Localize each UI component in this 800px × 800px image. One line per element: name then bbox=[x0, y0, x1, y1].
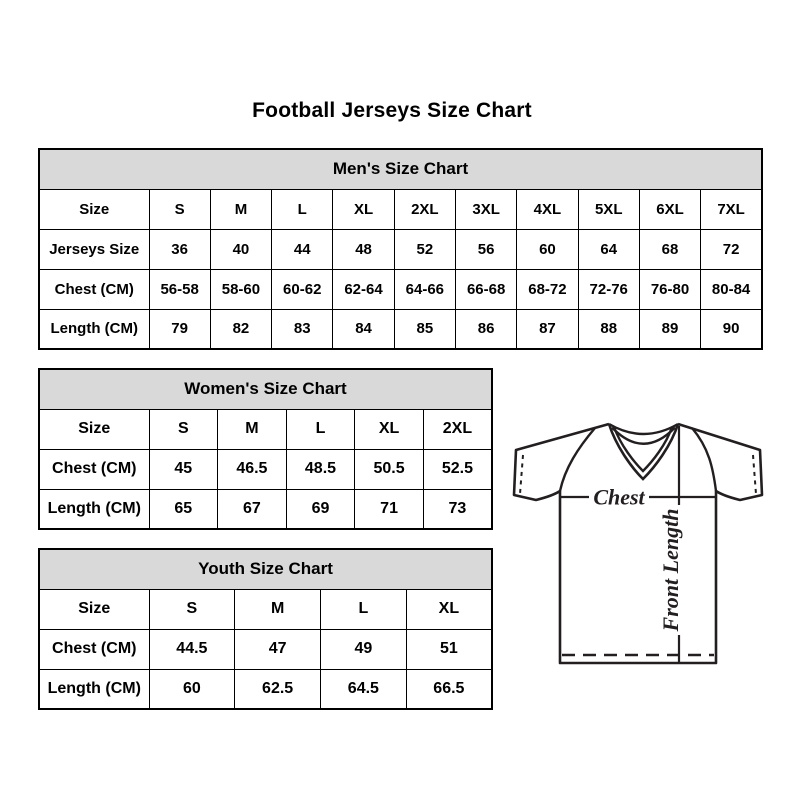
row-label-cell: Size bbox=[39, 189, 149, 229]
row-label-cell: Size bbox=[39, 589, 149, 629]
table-row bbox=[39, 309, 762, 349]
value-cell: 68-72 bbox=[517, 269, 578, 309]
row-label-cell: Chest (CM) bbox=[39, 449, 149, 489]
table-header-row bbox=[39, 149, 762, 189]
value-cell: 6XL bbox=[639, 189, 700, 229]
womens-size-table bbox=[38, 368, 493, 530]
value-cell: 66.5 bbox=[406, 669, 492, 709]
value-cell: 80-84 bbox=[701, 269, 762, 309]
row-label-cell: Length (CM) bbox=[39, 309, 149, 349]
row-label-cell: Jerseys Size bbox=[39, 229, 149, 269]
value-cell: 84 bbox=[333, 309, 394, 349]
table-header-row bbox=[39, 549, 492, 589]
value-cell: 2XL bbox=[394, 189, 455, 229]
value-cell: 68 bbox=[639, 229, 700, 269]
value-cell: 46.5 bbox=[218, 449, 287, 489]
table-row bbox=[39, 229, 762, 269]
value-cell: L bbox=[321, 589, 407, 629]
jersey-illustration bbox=[502, 404, 774, 670]
row-label-cell: Length (CM) bbox=[39, 489, 149, 529]
value-cell: 64.5 bbox=[321, 669, 407, 709]
page-title: Football Jerseys Size Chart bbox=[252, 99, 532, 122]
value-cell: 3XL bbox=[455, 189, 516, 229]
value-cell: 56-58 bbox=[149, 269, 210, 309]
mens-size-table bbox=[38, 148, 763, 350]
value-cell: M bbox=[235, 589, 321, 629]
value-cell: 44 bbox=[272, 229, 333, 269]
value-cell: 86 bbox=[455, 309, 516, 349]
value-cell: M bbox=[210, 189, 271, 229]
table-row bbox=[39, 189, 762, 229]
table-row bbox=[39, 489, 492, 529]
value-cell: 7XL bbox=[701, 189, 762, 229]
value-cell: 40 bbox=[210, 229, 271, 269]
value-cell: 72-76 bbox=[578, 269, 639, 309]
value-cell: 73 bbox=[423, 489, 492, 529]
value-cell: 60 bbox=[149, 669, 235, 709]
value-cell: S bbox=[149, 189, 210, 229]
table-row bbox=[39, 269, 762, 309]
value-cell: 76-80 bbox=[639, 269, 700, 309]
womens-table-title: Women's Size Chart bbox=[39, 369, 492, 409]
value-cell: 66-68 bbox=[455, 269, 516, 309]
value-cell: S bbox=[149, 409, 218, 449]
value-cell: 62-64 bbox=[333, 269, 394, 309]
jersey-outline bbox=[514, 424, 762, 663]
youth-size-table bbox=[38, 548, 493, 710]
table-row bbox=[39, 449, 492, 489]
jersey-right-armhole-seam bbox=[692, 428, 716, 491]
front-length-label: Front Length bbox=[658, 508, 683, 632]
value-cell: 72 bbox=[701, 229, 762, 269]
value-cell: L bbox=[286, 409, 355, 449]
value-cell: 50.5 bbox=[355, 449, 424, 489]
value-cell: 48 bbox=[333, 229, 394, 269]
row-label-cell: Length (CM) bbox=[39, 669, 149, 709]
value-cell: 89 bbox=[639, 309, 700, 349]
value-cell: 82 bbox=[210, 309, 271, 349]
table-row bbox=[39, 669, 492, 709]
row-label-cell: Chest (CM) bbox=[39, 629, 149, 669]
value-cell: M bbox=[218, 409, 287, 449]
value-cell: L bbox=[272, 189, 333, 229]
value-cell: 90 bbox=[701, 309, 762, 349]
value-cell: 49 bbox=[321, 629, 407, 669]
mens-table-title: Men's Size Chart bbox=[39, 149, 762, 189]
value-cell: 83 bbox=[272, 309, 333, 349]
row-label-cell: Size bbox=[39, 409, 149, 449]
value-cell: XL bbox=[406, 589, 492, 629]
jersey-collar-back-icon bbox=[609, 424, 678, 434]
value-cell: 64-66 bbox=[394, 269, 455, 309]
value-cell: XL bbox=[355, 409, 424, 449]
chest-label: Chest bbox=[593, 484, 645, 510]
value-cell: S bbox=[149, 589, 235, 629]
value-cell: 52.5 bbox=[423, 449, 492, 489]
value-cell: 71 bbox=[355, 489, 424, 529]
youth-table-title: Youth Size Chart bbox=[39, 549, 492, 589]
value-cell: 36 bbox=[149, 229, 210, 269]
value-cell: 51 bbox=[406, 629, 492, 669]
value-cell: 79 bbox=[149, 309, 210, 349]
right-cuff-dashed-line bbox=[753, 455, 756, 494]
value-cell: 45 bbox=[149, 449, 218, 489]
value-cell: 56 bbox=[455, 229, 516, 269]
value-cell: 65 bbox=[149, 489, 218, 529]
value-cell: 67 bbox=[218, 489, 287, 529]
table-header-row bbox=[39, 369, 492, 409]
value-cell: 60-62 bbox=[272, 269, 333, 309]
value-cell: 88 bbox=[578, 309, 639, 349]
value-cell: 69 bbox=[286, 489, 355, 529]
jersey-measurement-diagram bbox=[502, 404, 774, 670]
value-cell: 44.5 bbox=[149, 629, 235, 669]
value-cell: 62.5 bbox=[235, 669, 321, 709]
value-cell: 5XL bbox=[578, 189, 639, 229]
table-row bbox=[39, 629, 492, 669]
table-row bbox=[39, 409, 492, 449]
value-cell: 85 bbox=[394, 309, 455, 349]
value-cell: 47 bbox=[235, 629, 321, 669]
table-row bbox=[39, 589, 492, 629]
value-cell: 64 bbox=[578, 229, 639, 269]
value-cell: 2XL bbox=[423, 409, 492, 449]
value-cell: XL bbox=[333, 189, 394, 229]
value-cell: 60 bbox=[517, 229, 578, 269]
value-cell: 52 bbox=[394, 229, 455, 269]
value-cell: 87 bbox=[517, 309, 578, 349]
left-cuff-dashed-line bbox=[520, 455, 523, 494]
row-label-cell: Chest (CM) bbox=[39, 269, 149, 309]
value-cell: 58-60 bbox=[210, 269, 271, 309]
value-cell: 48.5 bbox=[286, 449, 355, 489]
value-cell: 4XL bbox=[517, 189, 578, 229]
